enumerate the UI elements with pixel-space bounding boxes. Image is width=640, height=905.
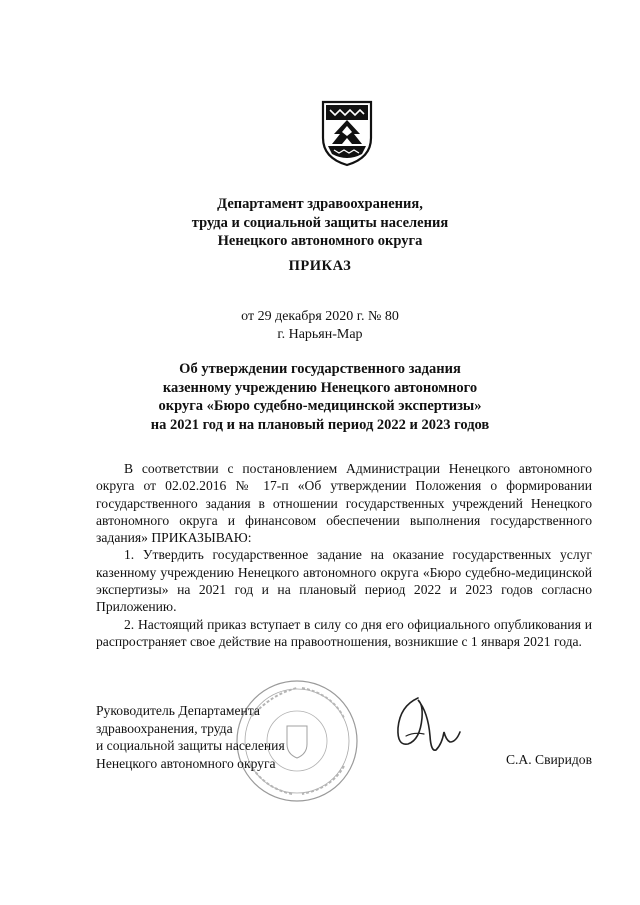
signatory-name: С.А. Свиридов xyxy=(505,752,592,767)
position-line: Ненецкого автономного округа xyxy=(96,755,276,771)
subject-line: Об утверждении государственного задания xyxy=(179,361,461,377)
coat-of-arms-icon xyxy=(318,98,376,168)
order-title: ПРИКАЗ xyxy=(288,258,352,274)
order-city: г. Нарьян-Мар xyxy=(277,327,363,342)
position-line: и социальной защиты населения xyxy=(96,738,285,753)
order-date: от 29 декабря 2020 г. № 80 xyxy=(241,309,399,324)
subject-line: казенному учреждению Ненецкого автономного xyxy=(162,379,478,396)
position-line: здравоохранения, труда xyxy=(96,720,233,736)
handwritten-signature-icon xyxy=(388,692,466,762)
subject-line: на 2021 год и на плановый период 2022 и 2023 годов xyxy=(150,416,490,433)
department-name xyxy=(0,195,640,251)
dept-line: труда и социальной защиты населения xyxy=(191,214,449,231)
position-line: Руководитель Департамента xyxy=(96,703,260,718)
order-subject xyxy=(0,360,640,434)
dept-line: Департамент здравоохранения, xyxy=(217,196,423,212)
dept-line: Ненецкого автономного округа xyxy=(217,233,423,249)
item-1-paragraph: 1. Утвердить государственное задание на оказание государственных услуг казенному учреждению Ненецкого автономного округа «Бюро судебно-медицинской экспертизы» на 2021 год и на плановый период 2022 и 2023 годов согласно Приложению. xyxy=(96,547,592,615)
signatory-position xyxy=(96,702,285,772)
order-date-block xyxy=(0,308,640,344)
intro-paragraph: В соответствии с постановлением Администрации Ненецкого автономного округа от 02.02.2016 № 17-п «Об утверждении Положения о формировании государственного задания в отношении государственных учреждений Ненецкого автономного округа и финансовом обеспечении выполнения государственного задания» ПРИКАЗЫВАЮ: xyxy=(96,461,592,546)
order-body xyxy=(96,460,592,650)
item-2-paragraph: 2. Настоящий приказ вступает в силу со дня его официального опубликования и распространяет свое действие на правоотношения, возникшие с 1 января 2021 года. xyxy=(96,616,592,649)
subject-line: округа «Бюро судебно-медицинской экспертизы» xyxy=(158,398,482,414)
